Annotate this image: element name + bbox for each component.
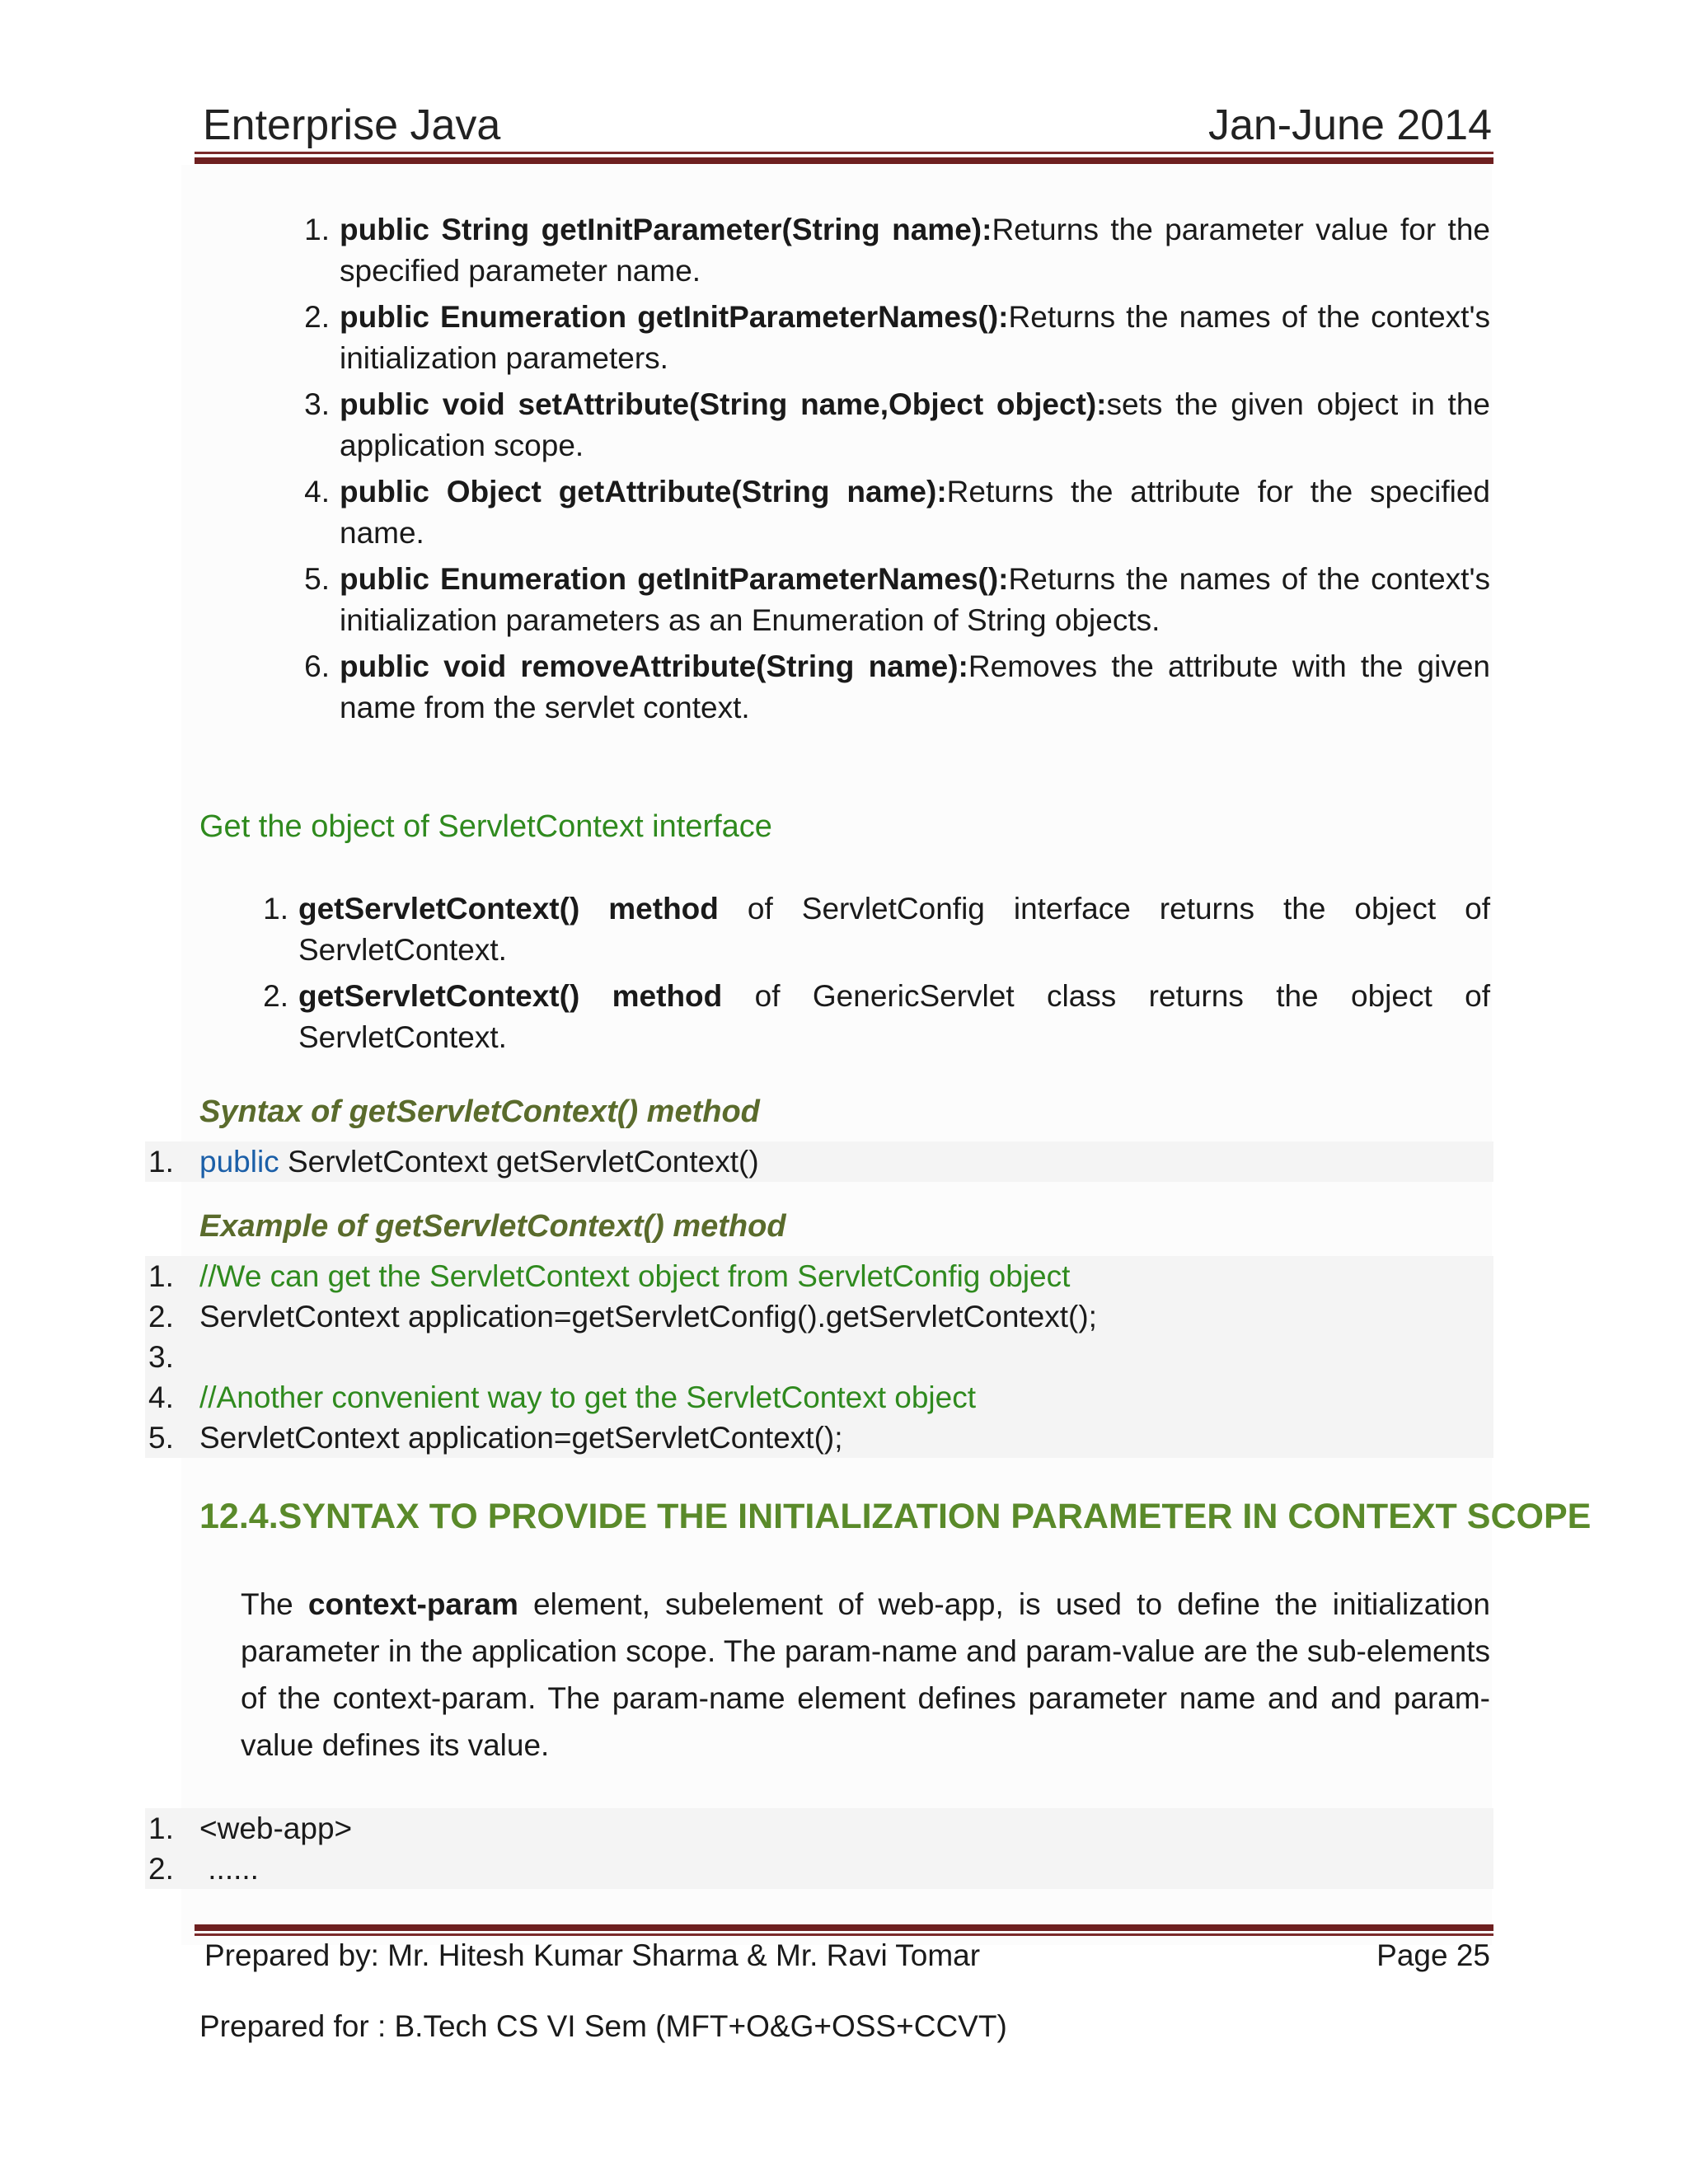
- list-item-number: 6.: [304, 649, 330, 683]
- code-comment: //We can get the ServletContext object from ServletConfig object: [199, 1259, 1071, 1293]
- code-line: [145, 1377, 1493, 1418]
- code-line: [145, 1808, 1493, 1849]
- syntax-code-block: [145, 1141, 1493, 1182]
- method-description: sets the given object in the application scope.: [340, 387, 1490, 462]
- footer-page-number: Page 25: [1376, 1938, 1490, 1972]
- line-number: 5.: [148, 1421, 174, 1455]
- method-signature: public String getInitParameter(String name):: [340, 213, 992, 246]
- code-rest: ServletContext application=getServletConfig().getServletContext();: [199, 1300, 1097, 1333]
- para-text-after: element, subelement of web-app, is used to define the initialization parameter in the application scope. The param-name and param-value are the sub-elements of the context-param. The param-name element defines parameter name and and param-value defines its value.: [241, 1587, 1490, 1762]
- footer-prepared-by: Prepared by: Mr. Hitesh Kumar Sharma & Mr. Ravi Tomar: [204, 1938, 981, 1972]
- code-line: [145, 1296, 1493, 1337]
- list-item: [288, 471, 1490, 554]
- list-item-number: 1.: [304, 213, 330, 246]
- code-line: [145, 1337, 1493, 1377]
- method-description: Returns the attribute for the specified name.: [340, 475, 1490, 550]
- list-item: [288, 646, 1490, 729]
- list-item-number: 3.: [304, 387, 330, 421]
- code-keyword: public: [199, 1145, 279, 1179]
- syntax-heading: Syntax of getServletContext() method: [199, 1094, 760, 1129]
- header-term: Jan-June 2014: [1207, 101, 1492, 149]
- code-rest: ServletContext application=getServletContext();: [199, 1421, 843, 1455]
- code-rest: ServletContext getServletContext(): [279, 1145, 759, 1179]
- list-item: [288, 559, 1490, 641]
- context-param-paragraph: [241, 1581, 1490, 1769]
- line-number: 1.: [148, 1259, 174, 1293]
- item-text: of ServletConfig interface returns the object of ServletContext.: [298, 892, 1490, 967]
- code-line: [145, 1141, 1493, 1182]
- method-signature: public void removeAttribute(String name):: [340, 649, 968, 683]
- header-title: Enterprise Java: [203, 101, 501, 149]
- footer-prepared-for: Prepared for : B.Tech CS VI Sem (MFT+O&G+OSS+CCVT): [199, 2009, 1007, 2043]
- list-item-number: 4.: [304, 475, 330, 509]
- code-comment: //Another convenient way to get the ServletContext object: [199, 1380, 977, 1414]
- get-object-heading: Get the object of ServletContext interface: [199, 809, 772, 844]
- line-number: 1.: [148, 1145, 174, 1179]
- code-text: [199, 1418, 843, 1458]
- method-signature: public Enumeration getInitParameterNames():: [340, 300, 1009, 334]
- item-text: of GenericServlet class returns the object of ServletContext.: [298, 979, 1490, 1054]
- code-line: [145, 1849, 1493, 1889]
- code-text: [199, 1377, 976, 1418]
- get-context-list: [247, 888, 1490, 1063]
- code-line: [145, 1418, 1493, 1458]
- example-code-block: [145, 1256, 1493, 1458]
- method-name: getServletContext() method: [298, 979, 723, 1013]
- method-description: Returns the names of the context's initialization parameters as an Enumeration of String objects.: [340, 562, 1491, 637]
- line-number: 2.: [148, 1300, 174, 1333]
- list-item: [247, 888, 1490, 971]
- method-description: Returns the parameter value for the specified parameter name.: [340, 213, 1490, 288]
- method-description: Returns the names of the context's initialization parameters.: [340, 300, 1491, 375]
- code-text: ......: [199, 1852, 259, 1886]
- para-bold-term: context-param: [307, 1587, 518, 1621]
- context-methods-list: [288, 209, 1490, 733]
- footer-rule-thin: [195, 1933, 1493, 1936]
- example-heading: Example of getServletContext() method: [199, 1209, 786, 1244]
- line-number: 1.: [148, 1811, 174, 1845]
- list-item-number: 2.: [304, 300, 330, 334]
- method-signature: public Enumeration getInitParameterNames():: [340, 562, 1009, 596]
- code-line: [145, 1256, 1493, 1296]
- method-name: getServletContext() method: [298, 892, 719, 926]
- code-text: [199, 1296, 1097, 1337]
- footer-rule-thick: [195, 1924, 1493, 1931]
- list-item: [288, 297, 1490, 379]
- header-rule-thin: [195, 152, 1493, 154]
- para-text-before: The: [241, 1587, 308, 1621]
- list-item-number: 2.: [263, 979, 288, 1013]
- list-item: [247, 976, 1490, 1058]
- list-item: [288, 384, 1490, 466]
- method-description: Removes the attribute with the given name from the servlet context.: [340, 649, 1490, 724]
- line-number: 2.: [148, 1852, 174, 1886]
- section-title: 12.4.SYNTAX TO PROVIDE THE INITIALIZATION PARAMETER IN CONTEXT SCOPE: [199, 1497, 1592, 1536]
- method-signature: public Object getAttribute(String name):: [340, 475, 947, 509]
- method-signature: public void setAttribute(String name,Object object):: [340, 387, 1107, 421]
- header-rule-thick: [195, 157, 1493, 164]
- code-text: [199, 1256, 1070, 1296]
- code-text: <web-app>: [199, 1811, 353, 1845]
- code-text: [199, 1141, 759, 1182]
- line-number: 4.: [148, 1380, 174, 1414]
- line-number: 3.: [148, 1340, 174, 1374]
- list-item-number: 5.: [304, 562, 330, 596]
- list-item: [288, 209, 1490, 292]
- list-item-number: 1.: [263, 892, 288, 926]
- xml-code-block: [145, 1808, 1493, 1889]
